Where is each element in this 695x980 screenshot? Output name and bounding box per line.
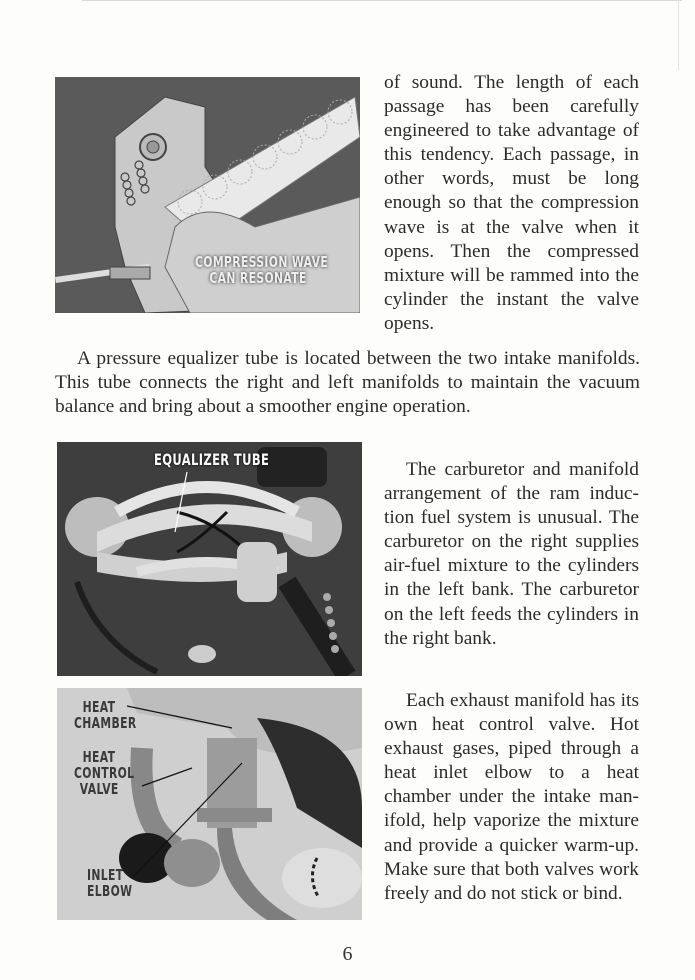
paragraph-heat-control: Each exhaust manifold has its own heat control valve. Hot exhaust gases, piped through a heat inlet elbow to a heat chamber under the intake manifold, help vaporize the mixture and provide a quicker warm-up. Make sure that both valves work freely and do not stick or bind. xyxy=(384,690,639,904)
figure-label-line: INLET xyxy=(87,866,124,884)
paragraph-compression-wave: of sound. The length of each passage has been carefully engineered to take advantage of this tendency. Each passage, in other words, must be long enough so that the compression wave is at the valve when it opens. Then the compressed mixture will be rammed into the cylinder the instant the valve opens. xyxy=(384,72,639,334)
figure-label-line: HEAT xyxy=(82,748,116,766)
page-edge-right xyxy=(678,0,679,70)
paragraph-equalizer-tube: A pressure equalizer tube is located between the two intake manifolds. This tube connects the right and left manifolds to maintain the vacuum balance and bring about a smoother engine operation. xyxy=(55,348,640,418)
text-column-1 xyxy=(384,71,639,336)
figure-label-line: HEAT xyxy=(82,698,116,716)
text-column-3 xyxy=(384,689,639,906)
heat-control-photo xyxy=(57,688,362,920)
figure-label-line: CONTROL xyxy=(74,763,135,782)
figure-label-line: CAN RESONATE xyxy=(209,268,307,287)
page-edge-top xyxy=(82,0,682,1)
equalizer-tube-photo xyxy=(57,442,362,676)
figure-label-line: CHAMBER xyxy=(74,713,137,732)
page-number: 6 xyxy=(342,943,353,965)
figure-label-line: VALVE xyxy=(79,779,119,798)
paragraph-carburetor: The carburetor and manifold arrangement of the ram induction fuel system is unusual. The carburetor on the right supplies air-fuel mixture to the cylinders in the left bank. The carburetor on the left feeds the cylinders in the right bank. xyxy=(384,459,639,649)
figure-label-line: COMPRESSION WAVE xyxy=(195,253,329,271)
compression-wave-illustration xyxy=(55,77,360,313)
text-column-2 xyxy=(384,458,639,651)
text-full-width xyxy=(55,347,640,419)
engine-bay-photo xyxy=(57,442,362,676)
figure-label-line: EQUALIZER TUBE xyxy=(154,450,270,469)
figure-label-line: ELBOW xyxy=(87,881,133,900)
